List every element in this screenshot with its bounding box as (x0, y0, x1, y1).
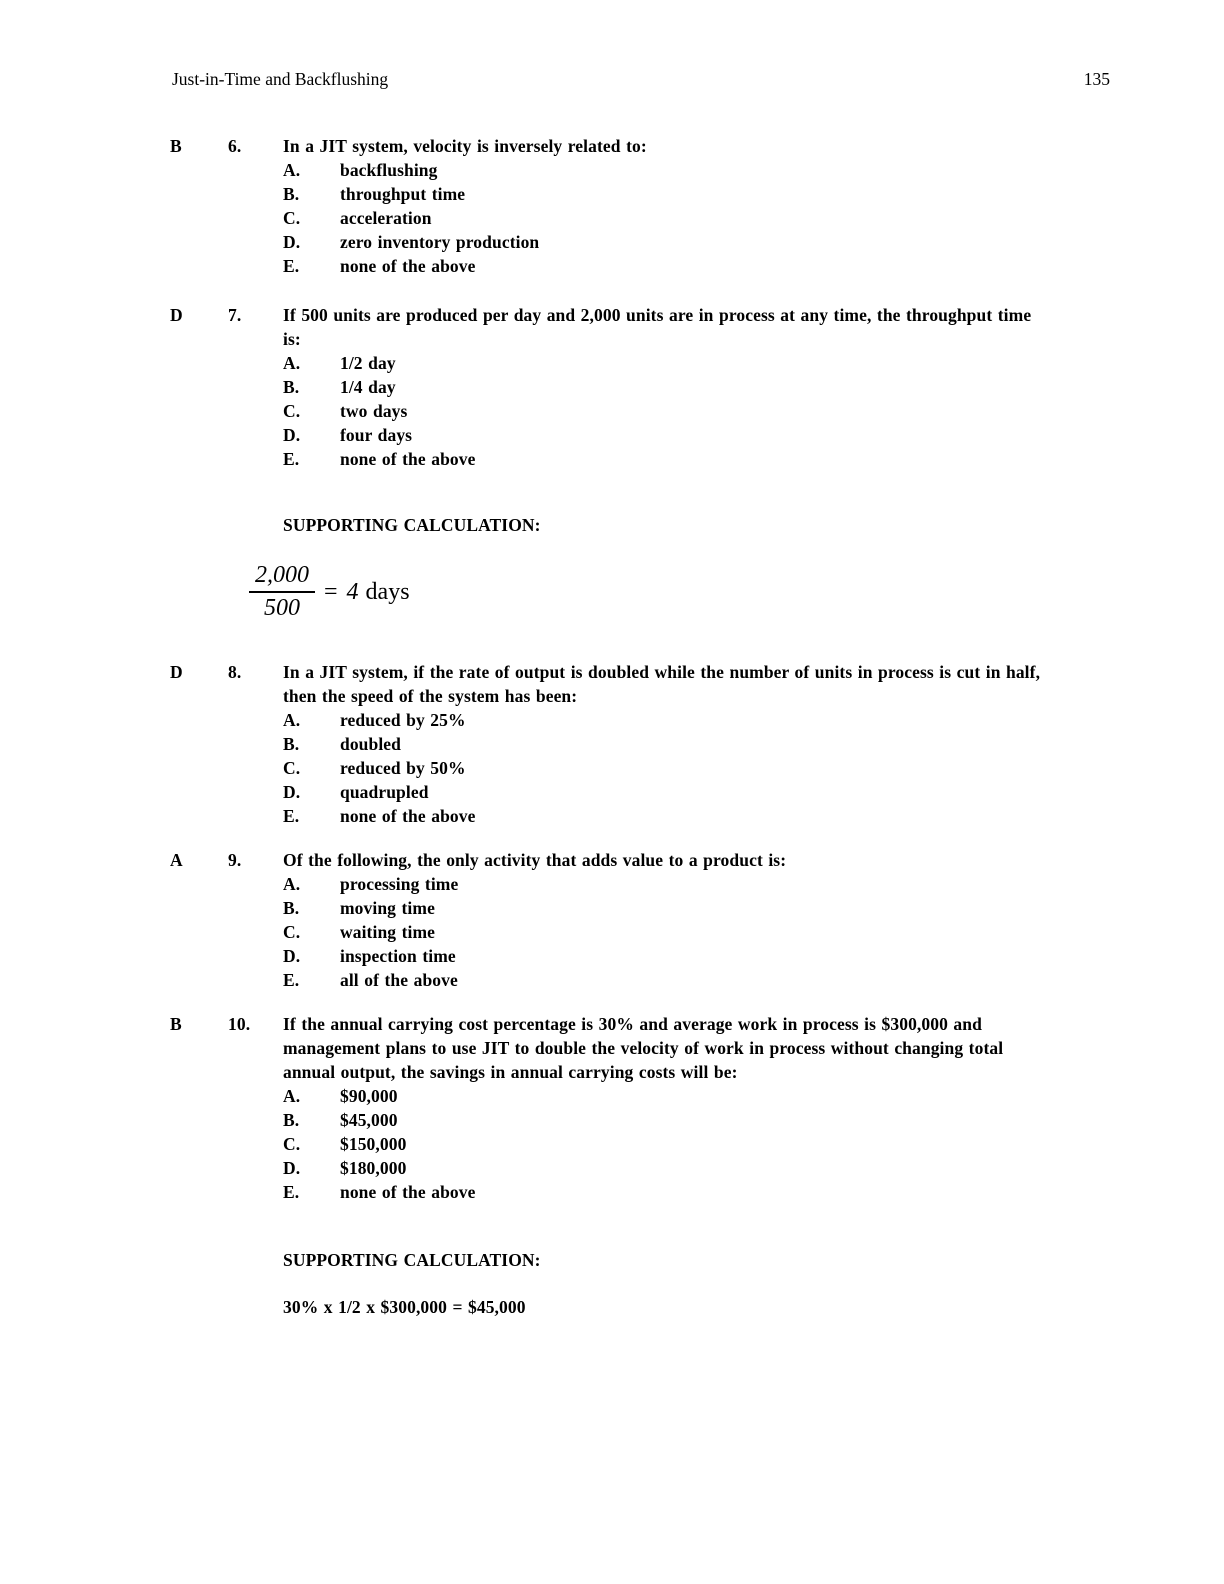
option-letter: A. (283, 710, 301, 730)
option-text: 1/2 day (340, 353, 396, 373)
answer-key: A (170, 850, 183, 870)
fraction (249, 563, 315, 621)
savings-formula: 30% x 1/2 x $300,000 = $45,000 (283, 1297, 526, 1317)
option-letter: B. (283, 1110, 300, 1130)
question-text (283, 303, 1103, 351)
option-row (283, 780, 1103, 804)
options-list (283, 158, 1103, 278)
question-text (283, 1012, 1103, 1084)
option-row (283, 872, 1103, 896)
options-list (283, 1084, 1103, 1204)
option-text: 1/4 day (340, 377, 396, 397)
option-text: moving time (340, 898, 435, 918)
option-letter: E. (283, 970, 300, 990)
option-letter: A. (283, 1086, 301, 1106)
option-letter: E. (283, 806, 300, 826)
option-letter: A. (283, 160, 301, 180)
option-letter: B. (283, 377, 300, 397)
question-number: 6. (228, 136, 242, 156)
option-letter: B. (283, 184, 300, 204)
answer-key: D (170, 305, 183, 325)
question-10 (170, 1012, 1103, 1204)
option-letter: E. (283, 449, 300, 469)
option-text: $150,000 (340, 1134, 407, 1154)
question-text-line: In a JIT system, velocity is inversely related to: (283, 136, 647, 156)
options-list (283, 872, 1103, 992)
option-row (283, 447, 1103, 471)
supporting-calculation-1 (255, 513, 541, 622)
option-text: reduced by 25% (340, 710, 466, 730)
option-row (283, 920, 1103, 944)
fraction-numerator: 2,000 (249, 563, 315, 593)
equals-sign: = (324, 578, 338, 605)
option-text: all of the above (340, 970, 458, 990)
answer-key: B (170, 136, 182, 156)
supporting-calculation-label: SUPPORTING CALCULATION: (283, 515, 541, 535)
question-number: 10. (228, 1014, 251, 1034)
option-letter: D. (283, 232, 301, 252)
options-list (283, 351, 1103, 471)
option-text: two days (340, 401, 408, 421)
option-text: none of the above (340, 449, 476, 469)
option-text: zero inventory production (340, 232, 540, 252)
question-text (283, 660, 1103, 708)
option-row (283, 756, 1103, 780)
option-row (283, 896, 1103, 920)
question-number: 8. (228, 662, 242, 682)
option-row (283, 1084, 1103, 1108)
option-letter: E. (283, 1182, 300, 1202)
option-text: $180,000 (340, 1158, 407, 1178)
option-row (283, 351, 1103, 375)
option-letter: B. (283, 898, 300, 918)
option-letter: C. (283, 208, 301, 228)
option-letter: C. (283, 401, 301, 421)
option-letter: C. (283, 758, 301, 778)
question-text-line: Of the following, the only activity that adds value to a product is: (283, 850, 787, 870)
option-text: doubled (340, 734, 402, 754)
option-letter: E. (283, 256, 300, 276)
page-header (172, 67, 1110, 91)
option-letter: B. (283, 734, 300, 754)
option-row (283, 708, 1103, 732)
option-text: acceleration (340, 208, 432, 228)
option-text: quadrupled (340, 782, 429, 802)
option-text: throughput time (340, 184, 466, 204)
option-letter: D. (283, 425, 301, 445)
option-row (283, 254, 1103, 278)
equation-result-value: 4 (346, 578, 359, 605)
option-row (283, 375, 1103, 399)
option-row (283, 206, 1103, 230)
option-row (283, 1132, 1103, 1156)
supporting-calculation-2 (283, 1248, 541, 1319)
question-text-line: If 500 units are produced per day and 2,000 units are in process at any time, the throughput time (283, 305, 1032, 325)
option-letter: A. (283, 353, 301, 373)
options-list (283, 708, 1103, 828)
question-text-line: In a JIT system, if the rate of output is doubled while the number of units in process is cut in half, (283, 662, 1041, 682)
question-number: 7. (228, 305, 242, 325)
option-text: reduced by 50% (340, 758, 466, 778)
option-row (283, 1108, 1103, 1132)
option-text: backflushing (340, 160, 438, 180)
question-text (283, 134, 1103, 158)
option-text: inspection time (340, 946, 456, 966)
question-text-line: annual output, the savings in annual carrying costs will be: (283, 1062, 738, 1082)
answer-key: B (170, 1014, 182, 1034)
option-text: none of the above (340, 256, 476, 276)
option-row (283, 968, 1103, 992)
question-number: 9. (228, 850, 242, 870)
option-text: processing time (340, 874, 459, 894)
option-row (283, 158, 1103, 182)
throughput-equation (249, 563, 541, 621)
option-letter: C. (283, 922, 301, 942)
option-row (283, 399, 1103, 423)
option-letter: A. (283, 874, 301, 894)
option-text: none of the above (340, 806, 476, 826)
option-row (283, 230, 1103, 254)
option-row (283, 804, 1103, 828)
option-row (283, 1180, 1103, 1204)
question-text (283, 848, 1103, 872)
equation-result-unit: days (365, 578, 410, 605)
option-row (283, 423, 1103, 447)
option-letter: C. (283, 1134, 301, 1154)
question-text-line: management plans to use JIT to double the velocity of work in process without changing total (283, 1038, 1004, 1058)
option-text: none of the above (340, 1182, 476, 1202)
option-row (283, 944, 1103, 968)
option-row (283, 1156, 1103, 1180)
question-7 (170, 303, 1103, 471)
fraction-denominator: 500 (264, 595, 300, 622)
option-text: $90,000 (340, 1086, 398, 1106)
option-text: waiting time (340, 922, 436, 942)
question-9 (170, 848, 1103, 992)
page-header-title: Just-in-Time and Backflushing (172, 69, 389, 89)
option-letter: D. (283, 946, 301, 966)
question-text-line: is: (283, 329, 301, 349)
question-text-line: If the annual carrying cost percentage is 30% and average work in process is $300,000 and (283, 1014, 982, 1034)
option-text: $45,000 (340, 1110, 398, 1130)
option-letter: D. (283, 1158, 301, 1178)
option-row (283, 182, 1103, 206)
option-text: four days (340, 425, 413, 445)
question-text-line: then the speed of the system has been: (283, 686, 578, 706)
option-letter: D. (283, 782, 301, 802)
page-number: 135 (1083, 69, 1110, 89)
question-6 (170, 134, 1103, 278)
question-8 (170, 660, 1103, 828)
option-row (283, 732, 1103, 756)
answer-key: D (170, 662, 183, 682)
supporting-calculation-label: SUPPORTING CALCULATION: (283, 1250, 541, 1270)
